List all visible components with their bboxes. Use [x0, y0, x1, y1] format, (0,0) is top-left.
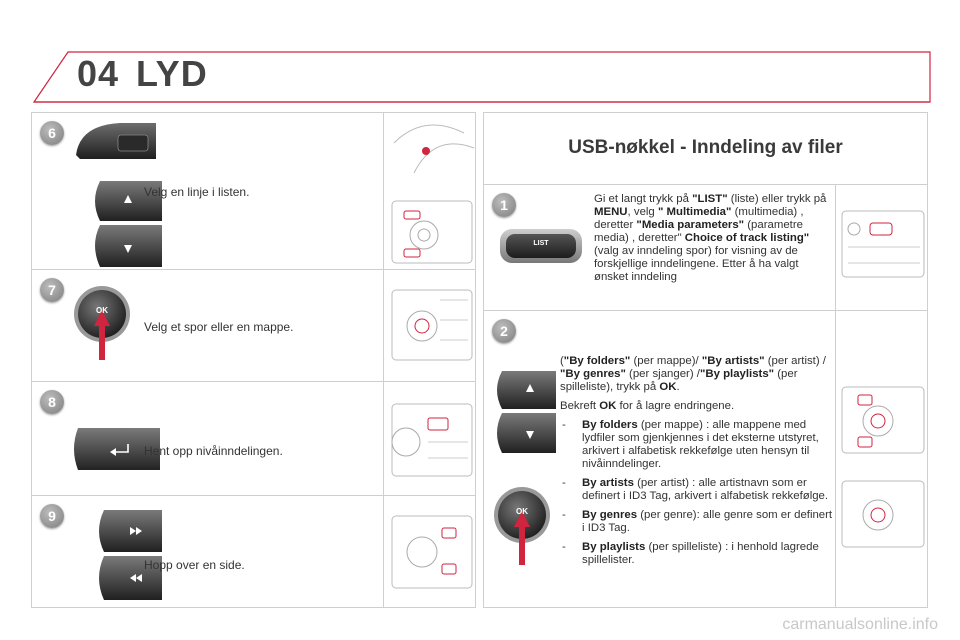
step-text-8: Hent opp nivåinndelingen. [144, 444, 283, 458]
step-text-9: Hopp over en side. [144, 558, 245, 572]
steering-button-icon [70, 119, 160, 163]
step-row-8 [32, 382, 475, 496]
step-row-2 [484, 311, 927, 607]
skip-buttons-icon [70, 506, 164, 602]
console-thumbnail-1 [835, 185, 927, 310]
section-title-row [484, 113, 927, 185]
console-thumbnail-9 [383, 496, 475, 607]
step-row-6 [32, 113, 475, 270]
bullet-by-playlists: - By playlists (per spilleliste) : i henhold lagrede spillelister. [562, 541, 819, 566]
console-thumbnail-6 [383, 113, 475, 269]
step-row-9 [32, 496, 475, 607]
ok-knob-label-2: OK [516, 507, 528, 516]
list-button-icon [498, 227, 584, 267]
ok-knob-icon [72, 284, 132, 364]
step-number-1: 1 [492, 193, 516, 217]
bullet-by-folders: - By folders (per mappe) : alle mappene med lydfiler som gjenkjennes i det eksterne utstyret, arkivert i alfabetisk rekkefølge uten hensyn til nivåinndelinger. [562, 419, 819, 470]
ok-knob-icon-2 [492, 485, 552, 569]
step-text-6: Velg en linje i listen. [144, 185, 250, 199]
step2-paragraph-1: ("By folders" (per mappe)/ "By artists" (per artist) / "By genres" (per sjanger) /"By playlists" (per spilleliste), trykk på OK. [560, 355, 826, 393]
list-button-label: LIST [533, 240, 549, 247]
ok-knob-label: OK [96, 306, 108, 315]
step-row-1 [484, 185, 927, 311]
step-number-9: 9 [40, 504, 64, 528]
up-down-buttons-icon-2 [490, 369, 558, 455]
step2-paragraph-2: Bekreft OK for å lagre endringene. [560, 400, 735, 412]
watermark: carmanualsonline.info [782, 616, 938, 633]
step-text-7: Velg et spor eller en mappe. [144, 320, 294, 334]
bullet-by-artists: - By artists (per artist) : alle artistnavn som er definert i ID3 Tag, arkivert i alfabetisk rekkefølge. [562, 477, 829, 502]
right-usb-panel [483, 112, 928, 608]
step-number-7: 7 [40, 278, 64, 302]
console-thumbnail-2 [835, 311, 927, 607]
left-steps-panel [31, 112, 476, 608]
step-number-2: 2 [492, 319, 516, 343]
step-row-7 [32, 270, 475, 382]
bullet-by-genres: - By genres (per genre): alle genre som er definert i ID3 Tag. [562, 509, 833, 534]
step-number-8: 8 [40, 390, 64, 414]
section-title: USB-nøkkel - Inndeling av filer [568, 137, 843, 158]
chapter-number: 04 [77, 53, 120, 94]
step-number-6: 6 [40, 121, 64, 145]
console-thumbnail-8 [383, 382, 475, 495]
page-header [0, 0, 960, 110]
step1-text: Gi et langt trykk på "LIST" (liste) eller trykk på MENU, velg " Multimedia" (multimedia) , deretter "Media parameters" (parametre media) , deretter" Choice of track listing" (valg av inndeling spor) for visning av de forskjellige inndelingene. Etter å ha valgt ønsket inndeling [594, 193, 827, 283]
console-thumbnail-7 [383, 270, 475, 381]
step2-text [560, 355, 834, 573]
chapter-title: LYD [136, 53, 208, 94]
